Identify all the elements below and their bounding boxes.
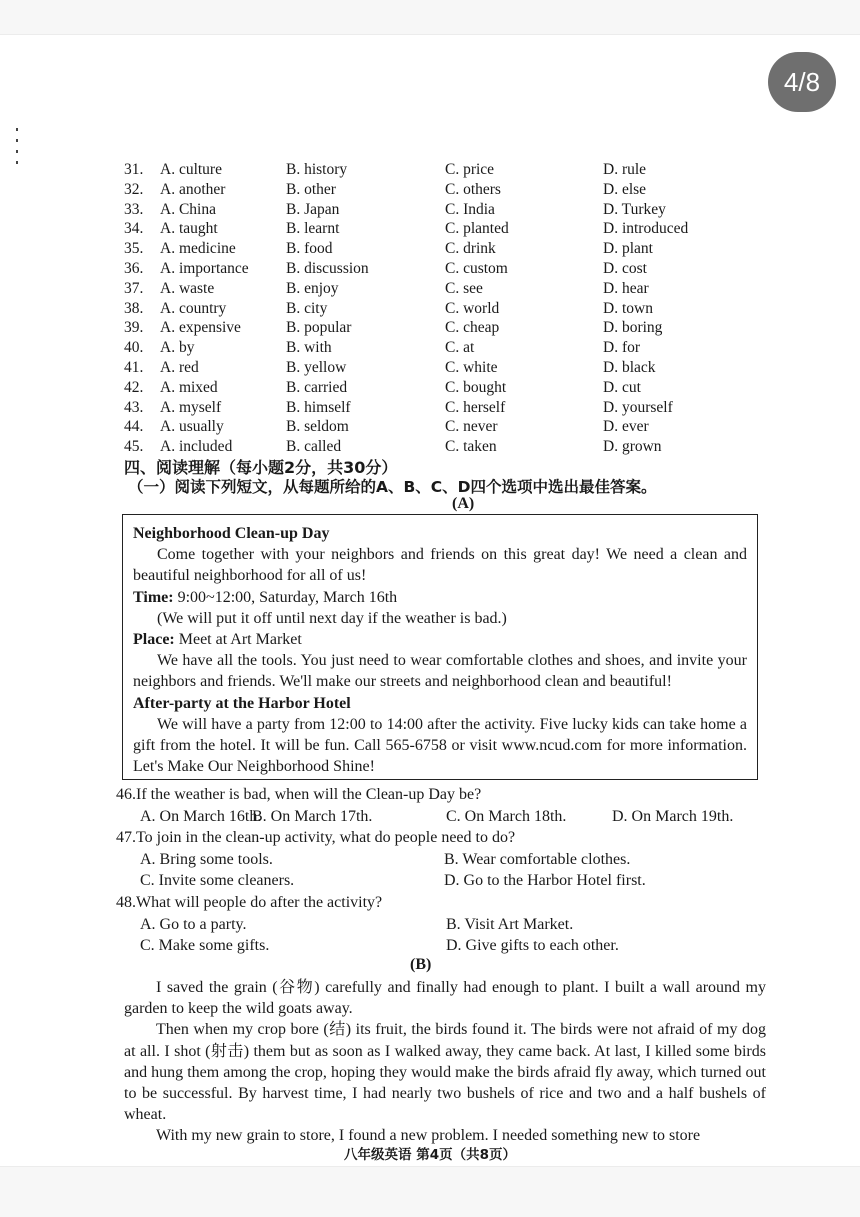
section-title: 四、阅读理解（每小题2分，共30分） (124, 458, 398, 477)
reading-questions (116, 784, 766, 957)
option-row (124, 259, 744, 279)
notice-time (133, 587, 747, 608)
cloze-options-list (124, 160, 744, 457)
option-d: D. rule (603, 161, 647, 178)
answer-option: C. On March 18th. (446, 807, 567, 825)
section-instruction: （一）阅读下列短文，从每题所给的A、B、C、D四个选项中选出最佳答案。 (128, 478, 657, 496)
option-a: A. red (160, 358, 199, 376)
question-number: 39. (124, 319, 144, 337)
option-d: D. for (603, 339, 641, 357)
notice-title: Neighborhood Clean-up Day (133, 525, 330, 542)
option-d: D. introduced (603, 220, 689, 238)
option-d: D. cut (603, 378, 641, 396)
option-b: B. history (286, 161, 348, 178)
time-value: 9:00~12:00, Saturday, March 16th (173, 588, 398, 606)
option-c: C. custom (445, 259, 508, 277)
clean-up-day-notice (122, 514, 758, 780)
passage-paragraph: Then when my crop bore (结) its fruit, the birds found it. The birds were not afraid of my dog at all. I shot (射击) them but as soon as I walked away, they came back. At last, I killed some birds and hung them among the crop, hoping they would make the birds afraid fly away, which turned out to be successful. By harvest time, I had nearly two bushels of rice and two and a half bushels of wheat. (124, 1021, 766, 1124)
option-c: C. drink (445, 240, 496, 258)
question-options (116, 914, 766, 936)
option-d: D. cost (603, 259, 647, 277)
option-b: B. food (286, 240, 333, 258)
option-d: D. plant (603, 240, 653, 258)
question-stem: 48.What will people do after the activity? (116, 893, 383, 911)
answer-option: D. Go to the Harbor Hotel first. (444, 872, 646, 890)
question-number: 38. (124, 299, 144, 317)
option-d: D. ever (603, 418, 649, 436)
option-a: A. another (160, 180, 226, 198)
answer-option: B. Visit Art Market. (446, 915, 574, 933)
option-c: C. taken (445, 438, 497, 456)
question-number: 33. (124, 200, 144, 218)
option-c: C. planted (445, 220, 509, 238)
option-d: D. boring (603, 319, 663, 337)
option-c: C. price (445, 161, 495, 178)
top-margin-band (0, 0, 860, 35)
question-number: 36. (124, 259, 144, 277)
option-d: D. grown (603, 438, 662, 456)
question-stem: 47.To join in the clean-up activity, what do people need to do? (116, 829, 516, 847)
question-options (116, 935, 766, 957)
question-number: 45. (124, 438, 144, 456)
option-a: A. by (160, 339, 195, 357)
time-label: Time: (133, 588, 174, 606)
question-number: 35. (124, 240, 144, 258)
answer-option: B. Wear comfortable clothes. (444, 850, 631, 868)
answer-option: A. Bring some tools. (140, 850, 273, 868)
option-row (124, 180, 744, 200)
option-a: A. included (160, 438, 233, 456)
question-number: 43. (124, 398, 144, 416)
option-b: B. discussion (286, 259, 369, 277)
margin-binding-dots (16, 128, 19, 172)
option-c: C. bought (445, 378, 507, 396)
question-number: 34. (124, 220, 144, 238)
option-b: B. Japan (286, 200, 340, 218)
question-number: 31. (124, 161, 144, 178)
option-b: B. yellow (286, 358, 347, 376)
question-number: 32. (124, 180, 144, 198)
passage-paragraph: I saved the grain (谷物) carefully and finally had enough to plant. I built a wall around my garden to keep the wild goats away. (124, 979, 766, 1018)
option-row (124, 358, 744, 378)
option-a: A. importance (160, 259, 249, 277)
option-a: A. expensive (160, 319, 241, 337)
option-row (124, 239, 744, 259)
passage-b (124, 977, 766, 1147)
question-options (116, 870, 766, 892)
notice-intro: Come together with your neighbors and friends on this great day! We need a clean and beautiful neighborhood for all of us! (133, 546, 747, 585)
answer-option: D. On March 19th. (612, 807, 734, 825)
option-c: C. at (445, 339, 475, 357)
option-b: B. carried (286, 378, 348, 396)
option-row (124, 417, 744, 437)
option-c: C. India (445, 200, 495, 218)
option-b: B. with (286, 339, 332, 357)
option-d: D. else (603, 180, 647, 198)
option-d: D. Turkey (603, 200, 666, 218)
option-a: A. usually (160, 418, 224, 436)
question-number: 44. (124, 418, 144, 436)
option-a: A. mixed (160, 378, 218, 396)
answer-option: B. On March 17th. (252, 807, 373, 825)
option-a: A. China (160, 200, 216, 218)
option-row (124, 378, 744, 398)
option-c: C. herself (445, 398, 506, 416)
place-label: Place: (133, 631, 175, 649)
option-row (124, 279, 744, 299)
option-c: C. cheap (445, 319, 500, 337)
page-footer: 八年级英语 第4页（共8页） (344, 1147, 516, 1163)
answer-option: A. On March 16th. (140, 807, 262, 825)
notice-place (133, 629, 747, 650)
option-b: B. seldom (286, 418, 349, 436)
option-a: A. myself (160, 398, 222, 416)
passage-a-label: (A) (452, 495, 475, 512)
answer-option: C. Invite some cleaners. (140, 872, 295, 890)
option-a: A. medicine (160, 240, 236, 258)
option-b: B. popular (286, 319, 352, 337)
option-row (124, 200, 744, 220)
option-row (124, 437, 744, 457)
option-c: C. world (445, 299, 500, 317)
option-d: D. yourself (603, 398, 673, 416)
option-row (124, 338, 744, 358)
passage-paragraph: With my new grain to store, I found a new problem. I needed something new to store (156, 1127, 701, 1145)
option-d: D. black (603, 358, 656, 376)
passage-b-label: (B) (410, 956, 432, 973)
question-stem: 46.If the weather is bad, when will the Clean-up Day be? (116, 786, 482, 803)
option-b: B. himself (286, 398, 351, 416)
option-d: D. hear (603, 279, 649, 297)
option-b: B. city (286, 299, 328, 317)
option-a: A. waste (160, 279, 215, 297)
page-indicator-badge: 4/8 (768, 52, 836, 112)
question-options (116, 806, 766, 828)
notice-party-title: After-party at the Harbor Hotel (133, 694, 351, 712)
option-b: B. learnt (286, 220, 340, 238)
option-row (124, 398, 744, 418)
option-c: C. never (445, 418, 498, 436)
option-c: C. see (445, 279, 483, 297)
question-number: 40. (124, 339, 144, 357)
option-a: A. taught (160, 220, 218, 238)
option-b: B. other (286, 180, 336, 198)
answer-option: C. Make some gifts. (140, 937, 270, 955)
option-row (124, 318, 744, 338)
place-value: Meet at Art Market (174, 631, 302, 649)
answer-option: A. Go to a party. (140, 915, 247, 933)
question-number: 41. (124, 358, 144, 376)
notice-party-text: We will have a party from 12:00 to 14:00 after the activity. Five lucky kids can take home a gift from the hotel. It will be fun. Call 565-6758 or visit www.ncud.com for more information. Let's Make Our Neighborhood Shine! (133, 715, 747, 776)
option-d: D. town (603, 299, 653, 317)
option-a: A. culture (160, 161, 222, 178)
option-c: C. white (445, 358, 498, 376)
question-number: 37. (124, 279, 144, 297)
option-row (124, 299, 744, 319)
option-row (124, 160, 744, 180)
notice-time-note: (We will put it off until next day if the weather is bad.) (157, 609, 507, 627)
option-row (124, 219, 744, 239)
notice-tools-text: We have all the tools. You just need to wear comfortable clothes and shoes, and invite your neighbors and friends. We'll make our streets and neighborhood clean and beautiful! (133, 652, 747, 691)
bottom-margin-band (0, 1166, 860, 1217)
answer-option: D. Give gifts to each other. (446, 937, 619, 955)
option-b: B. enjoy (286, 279, 339, 297)
question-number: 42. (124, 378, 144, 396)
question-options (116, 849, 766, 871)
option-a: A. country (160, 299, 227, 317)
option-b: B. called (286, 438, 342, 456)
option-c: C. others (445, 180, 501, 198)
